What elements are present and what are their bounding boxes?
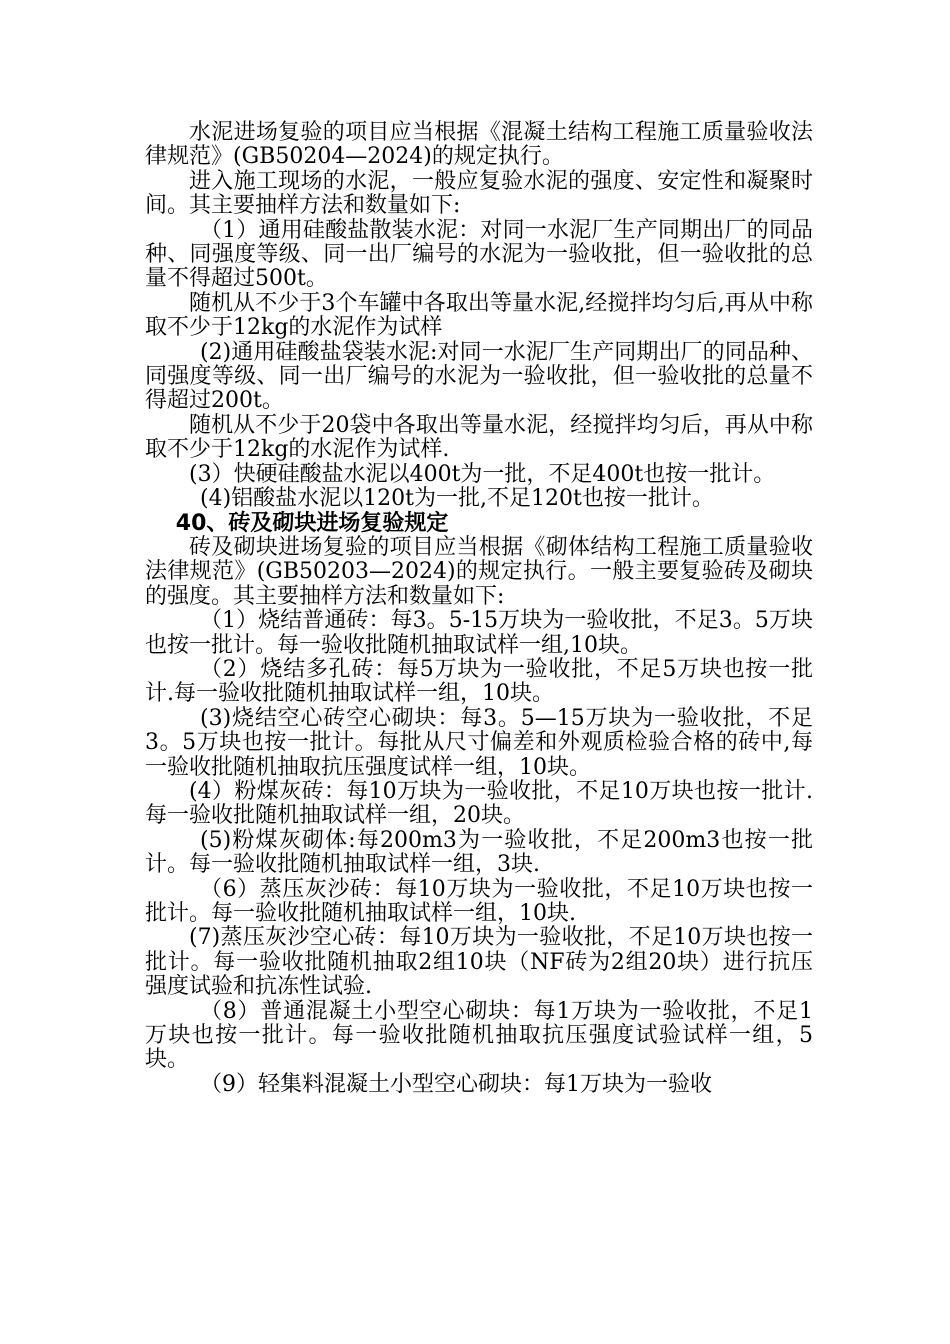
paragraph-fly-ash-block: (5)粉煤灰砌体:每200m3为一验收批，不足200m3也按一批计。每一验收批随机抽取试样一组，3块. (145, 827, 813, 878)
paragraph-fired-hollow-brick: (3)烧结空心砖空心砌块：每3。5—15万块为一验收批，不足3。5万块也按一批计。每批从尺寸偏差和外观质检验合格的砖中,每一验收批随机抽取抗压强度试样一组，10块。 (145, 705, 813, 780)
section-heading-brick-retest: 40、砖及砌块进场复验规定 (175, 510, 449, 536)
paragraph-fired-common-brick: （1）烧结普通砖：每3。5-15万块为一验收批，不足3。5万块也按一批计。每一验收批随机抽取试样一组,10块。 (145, 608, 813, 658)
paragraph-aluminate-cement: (4)铝酸盐水泥以120t为一批,不足120t也按一批计。 (200, 486, 714, 512)
paragraph-cement-retest-items: 进入施工现场的水泥，一般应复验水泥的强度、安定性和凝聚时间。其主要抽样方法和数量如下: (145, 168, 813, 219)
paragraph-fly-ash-brick: (4）粉煤灰砖：每10万块为一验收批，不足10万块也按一批计.每一验收批随机抽取试样一组，20块。 (145, 778, 813, 829)
paragraph-rapid-hardening-cement: (3）快硬硅酸盐水泥以400t为一批，不足400t也按一批计。 (189, 461, 776, 487)
paragraph-bulk-cement: （1）通用硅酸盐散装水泥：对同一水泥厂生产同期出厂的同品种、同强度等级、同一出厂编号的水泥为一验收批，但一验收批的总量不得超过500t。 (145, 217, 813, 292)
paragraph-bulk-cement-sampling: 随机从不少于3个车罐中各取出等量水泥,经搅拌均匀后,再从中称取不少于12kg的水泥作为试样 (145, 290, 813, 341)
paragraph-bagged-cement-sampling: 随机从不少于20袋中各取出等量水泥，经搅拌均匀后，再从中称取不少于12kg的水泥作为试样. (145, 412, 813, 463)
paragraph-autoclaved-sand-lime-hollow-brick: (7)蒸压灰沙空心砖：每10万块为一验收批，不足10万块也按一批计。每一验收批随机抽取2组10块（NF砖为2组20块）进行抗压强度试验和抗冻性试验. (145, 925, 813, 1000)
paragraph-autoclaved-sand-lime-brick: （6）蒸压灰沙砖：每10万块为一验收批，不足10万块也按一批计。每一验收批随机抽取试样一组，10块. (145, 876, 813, 926)
paragraph-lightweight-aggregate-block: （9）轻集料混凝土小型空心砌块：每1万块为一验收 (200, 1071, 712, 1097)
document-body (145, 121, 813, 1097)
paragraph-cement-retest-basis: 水泥进场复验的项目应当根据《混凝土结构工程施工质量验收法律规范》(GB50204—2024)的规定执行。 (145, 120, 813, 170)
paragraph-fired-perforated-brick: （2）烧结多孔砖：每5万块为一验收批，不足5万块也按一批计.每一验收批随机抽取试样一组，10块。 (145, 656, 813, 707)
paragraph-bagged-cement: (2)通用硅酸盐袋装水泥:对同一水泥厂生产同期出厂的同品种、同强度等级、同一出厂编号的水泥为一验收批，但一验收批的总量不得超过200t。 (145, 339, 813, 414)
paragraph-brick-retest-basis: 砖及砌块进场复验的项目应当根据《砌体结构工程施工质量验收法律规范》(GB50203—2024)的规定执行。一般主要复验砖及砌块的强度。其主要抽样方法和数量如下: (145, 534, 813, 609)
paragraph-concrete-small-hollow-block: （8）普通混凝土小型空心砌块：每1万块为一验收批，不足1万块也按一批计。每一验收批随机抽取抗压强度试验试样一组，5块。 (145, 998, 813, 1073)
